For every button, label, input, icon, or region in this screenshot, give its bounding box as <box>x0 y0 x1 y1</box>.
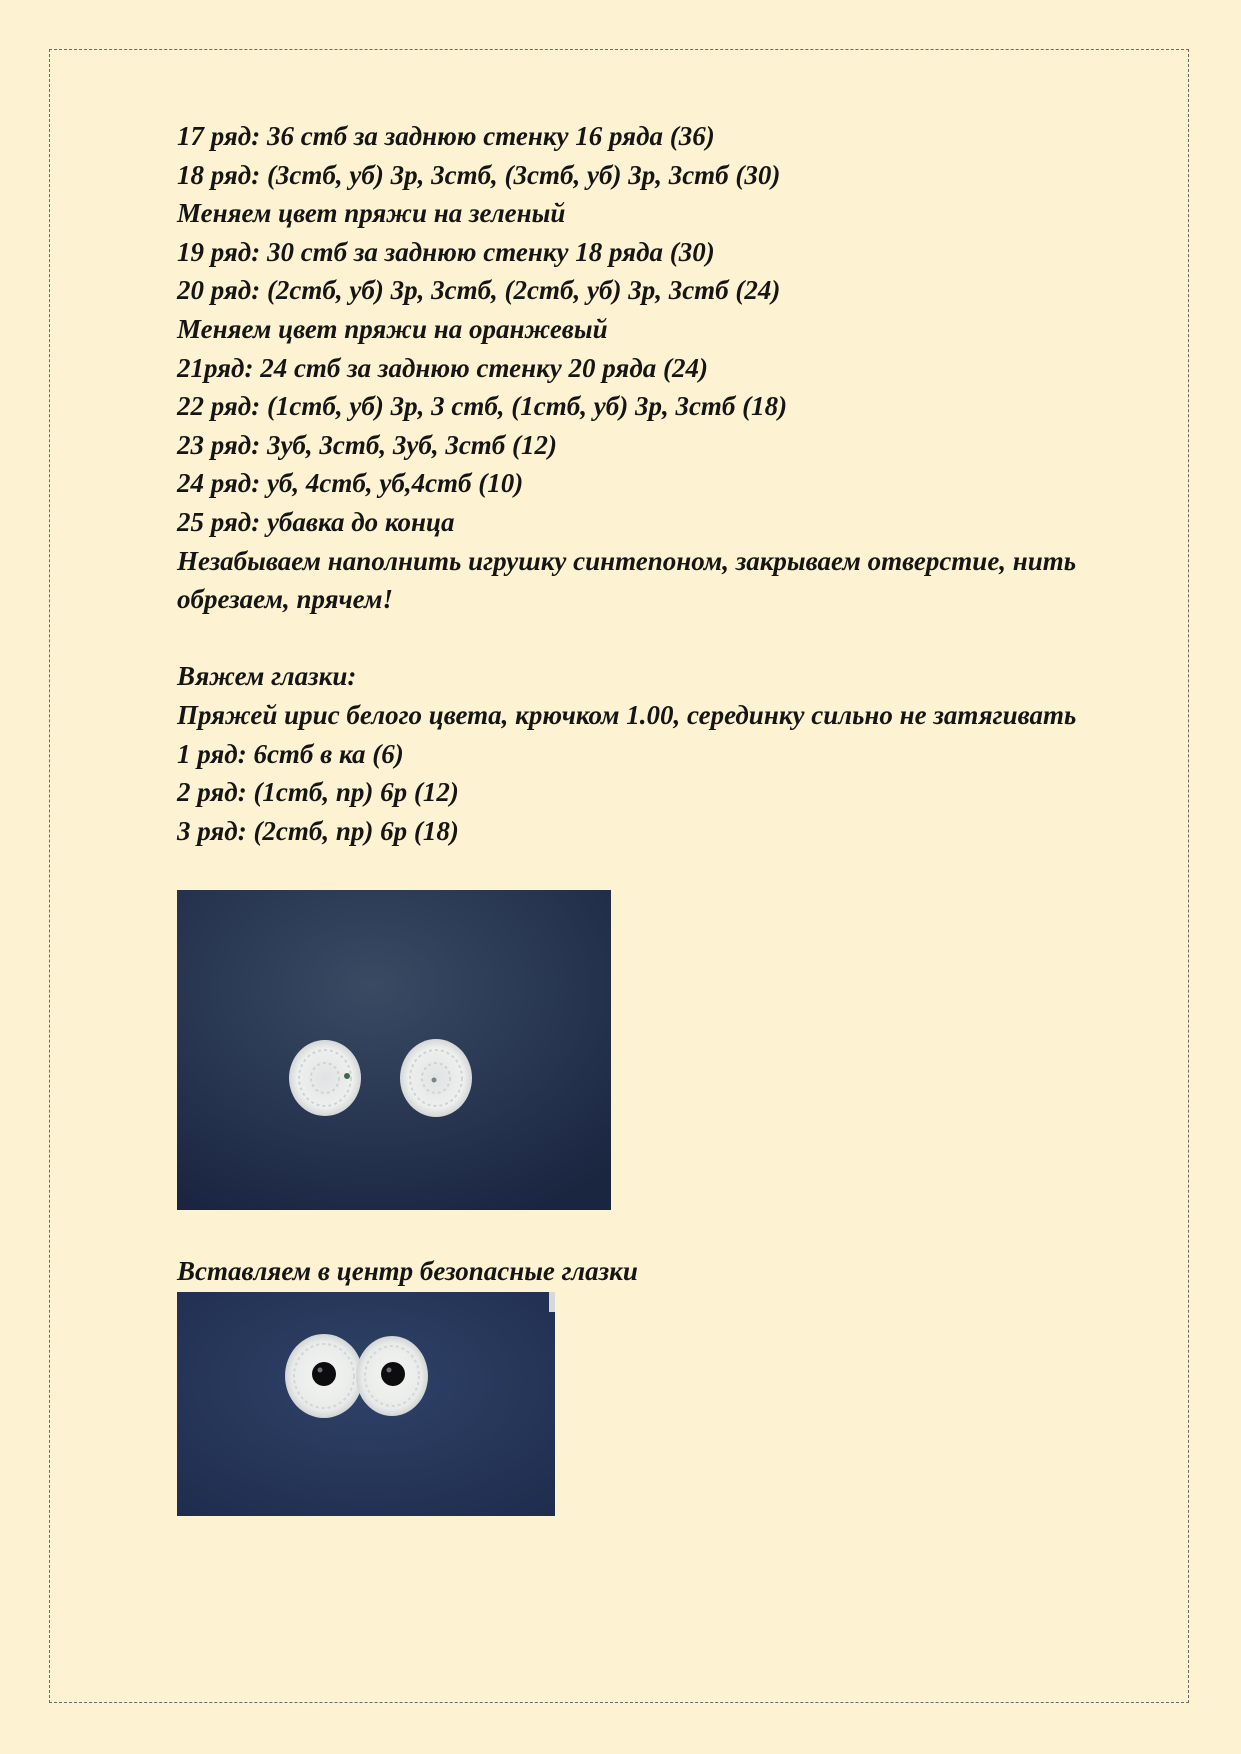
text-line-row-25: 25 ряд: убавка до конца <box>177 506 455 537</box>
text-line-eye-row-1: 1 ряд: 6стб в ка (6) <box>177 738 404 769</box>
blank-line <box>177 619 1177 658</box>
crocheted-circle-right <box>400 1039 472 1117</box>
photo-eyes-with-safety-pupils <box>177 1292 555 1516</box>
eye-with-pupil-left <box>285 1334 363 1418</box>
eye-with-pupil-right <box>356 1336 428 1416</box>
instruction-text <box>177 117 1177 850</box>
text-line-stuffing: Незабываем наполнить игрушку синтепоном, закрываем отверстие, нить <box>177 545 1077 576</box>
crocheted-circle-left <box>289 1040 361 1116</box>
text-line-color-green: Меняем цвет пряжи на зеленый <box>177 198 566 229</box>
text-line-eye-row-3: 3 ряд: (2стб, пр) 6р (18) <box>177 815 459 846</box>
text-line-row-20: 20 ряд: (2стб, уб) 3р, 3стб, (2стб, уб) 3р, 3стб (24) <box>177 275 781 306</box>
text-line-row-21: 21ряд: 24 стб за заднюю стенку 20 ряда (24) <box>177 352 708 383</box>
text-line-stuffing-cont: обрезаем, прячем! <box>177 584 393 615</box>
text-line-row-19: 19 ряд: 30 стб за заднюю стенку 18 ряда (30) <box>177 236 715 267</box>
text-line-row-24: 24 ряд: уб, 4стб, уб,4стб (10) <box>177 468 524 499</box>
text-line-row-17: 17 ряд: 36 стб за заднюю стенку 16 ряда (36) <box>177 121 715 151</box>
photo-crocheted-eye-circles <box>177 890 611 1210</box>
text-line-row-23: 23 ряд: 3уб, 3стб, 3уб, 3стб (12) <box>177 429 558 460</box>
text-line-eye-row-2: 2 ряд: (1стб, пр) 6р (12) <box>177 777 459 808</box>
text-line-color-orange: Меняем цвет пряжи на оранжевый <box>177 313 608 344</box>
caption-safety-eyes: Вставляем в центр безопасные глазки <box>177 1256 638 1286</box>
section-heading-eyes: Вяжем глазки: <box>177 661 357 692</box>
text-line-row-18: 18 ряд: (3стб, уб) 3р, 3стб, (3стб, уб) 3р, 3стб (30) <box>177 159 781 190</box>
text-line-yarn: Пряжей ирис белого цвета, крючком 1.00, серединку сильно не затягивать <box>177 699 1077 730</box>
text-line-row-22: 22 ряд: (1стб, уб) 3р, 3 стб, (1стб, уб) 3р, 3стб (18) <box>177 391 788 422</box>
